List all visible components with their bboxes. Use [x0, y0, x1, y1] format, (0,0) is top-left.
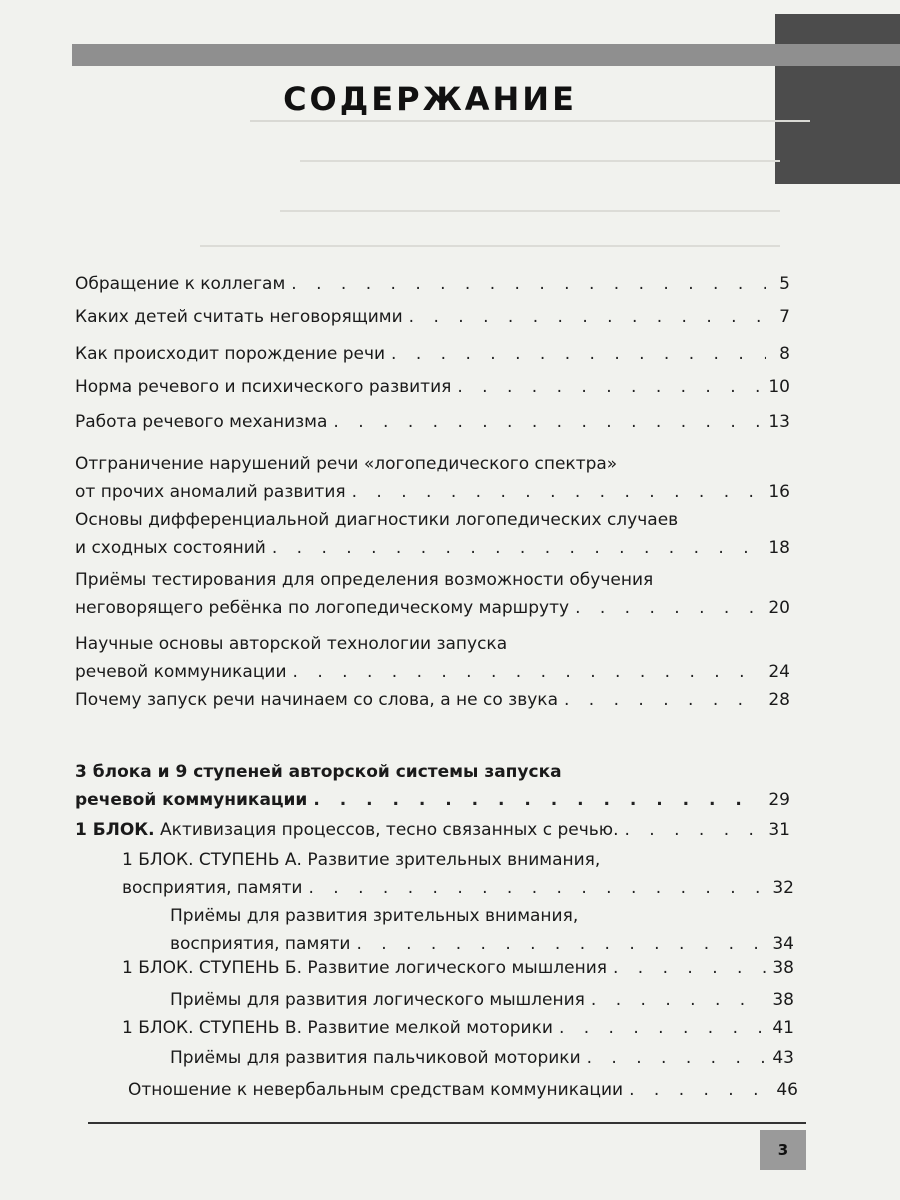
bleed-through-texture — [280, 210, 780, 228]
toc-page-number: 16 — [768, 482, 790, 502]
toc-entry[interactable] — [170, 902, 794, 958]
toc-entry[interactable] — [75, 816, 790, 844]
toc-entry[interactable] — [75, 303, 790, 331]
leader-dots — [457, 373, 762, 401]
leader-dots — [625, 816, 763, 844]
toc-entry[interactable] — [75, 270, 790, 298]
toc-page-number: 18 — [768, 538, 790, 558]
toc-entry-text: речевой коммуникации — [75, 790, 308, 810]
toc-entry-text: от прочих аномалий развития — [75, 482, 346, 502]
toc-entry-text: 1 БЛОК. Активизация процессов, тесно связанных с речью. — [75, 820, 619, 840]
toc-entry-text: 1 БЛОК. СТУПЕНЬ В. Развитие мелкой моторики — [122, 1018, 553, 1038]
toc-entry-text: Приёмы для развития логического мышления — [170, 990, 585, 1010]
leader-dots — [391, 340, 766, 368]
toc-entry-text: Отграничение нарушений речи «логопедического спектра» — [75, 454, 618, 474]
toc-page-number: 34 — [772, 934, 794, 954]
leader-dots — [591, 986, 766, 1014]
leader-dots — [575, 594, 762, 622]
toc-page-number: 29 — [768, 790, 790, 810]
toc-entry[interactable] — [122, 1014, 794, 1042]
toc-entry[interactable] — [75, 408, 790, 436]
leader-dots — [333, 408, 762, 436]
toc-entry-text: речевой коммуникации — [75, 662, 287, 682]
leader-dots — [613, 954, 766, 982]
toc-entry-text: Приёмы для развития пальчиковой моторики — [170, 1048, 581, 1068]
toc-entry-text: Приёмы для развития зрительных внимания, — [170, 906, 579, 926]
toc-entry[interactable] — [75, 340, 790, 368]
toc-entry-text: Отношение к невербальным средствам коммуникации — [128, 1080, 624, 1100]
page-title: СОДЕРЖАНИЕ — [283, 80, 577, 118]
toc-entry[interactable] — [75, 373, 790, 401]
leader-dots — [308, 874, 766, 902]
toc-entry-text: восприятия, памяти — [122, 878, 303, 898]
toc-entry[interactable] — [75, 450, 790, 506]
toc-entry[interactable] — [122, 846, 794, 902]
toc-entry-text: Как происходит порождение речи — [75, 344, 386, 364]
toc-page-number: 28 — [768, 690, 790, 710]
toc-entry-text: 1 БЛОК. СТУПЕНЬ Б. Развитие логического мышления — [122, 958, 607, 978]
toc-page-number: 38 — [772, 990, 794, 1010]
leader-dots — [293, 658, 763, 686]
bleed-through-texture — [200, 245, 780, 263]
toc-entry-text: неговорящего ребёнка по логопедическому маршруту — [75, 598, 570, 618]
header-band — [72, 44, 900, 66]
toc-entry-text: Обращение к коллегам — [75, 274, 286, 294]
toc-entry[interactable] — [75, 758, 790, 814]
leader-dots — [352, 478, 763, 506]
toc-entry-text: 3 блока и 9 ступеней авторской системы запуска — [75, 762, 562, 782]
toc-entry[interactable] — [75, 506, 790, 562]
toc-entry[interactable] — [75, 686, 790, 714]
toc-page-number: 13 — [768, 412, 790, 432]
toc-entry-text: восприятия, памяти — [170, 934, 351, 954]
toc-page-number: 10 — [768, 377, 790, 397]
toc-entry-text: Каких детей считать неговорящими — [75, 307, 403, 327]
toc-entry-text: 1 БЛОК. СТУПЕНЬ А. Развитие зрительных внимания, — [122, 850, 601, 870]
toc-entry[interactable] — [170, 986, 794, 1014]
leader-dots — [629, 1076, 770, 1104]
toc-entry[interactable] — [170, 1044, 794, 1072]
toc-entry-text: Почему запуск речи начинаем со слова, а не со звука — [75, 690, 558, 710]
toc-page-number: 8 — [779, 344, 790, 364]
leader-dots — [272, 534, 763, 562]
toc-entry-text: Основы дифференциальной диагностики логопедических случаев — [75, 510, 679, 530]
page-number: 3 — [760, 1130, 806, 1170]
toc-page-number: 24 — [768, 662, 790, 682]
toc-entry[interactable] — [75, 566, 790, 622]
toc-entry-text: Работа речевого механизма — [75, 412, 328, 432]
toc-entry-text: и сходных состояний — [75, 538, 266, 558]
toc-page-number: 32 — [772, 878, 794, 898]
toc-entry-text: Норма речевого и психического развития — [75, 377, 452, 397]
leader-dots — [559, 1014, 766, 1042]
bleed-through-texture — [300, 160, 780, 178]
toc-page-number: 7 — [779, 307, 790, 327]
leader-dots — [313, 786, 762, 814]
toc-entry-text: Научные основы авторской технологии запуска — [75, 634, 508, 654]
toc-page-number: 41 — [772, 1018, 794, 1038]
toc-page-number: 5 — [779, 274, 790, 294]
leader-dots — [564, 686, 762, 714]
bottom-divider — [88, 1122, 806, 1124]
toc-entry[interactable] — [122, 954, 794, 982]
bleed-through-texture — [250, 120, 810, 142]
toc-entry-lead: 1 БЛОК. — [75, 820, 155, 840]
leader-dots — [587, 1044, 767, 1072]
toc-page-number: 43 — [772, 1048, 794, 1068]
leader-dots — [291, 270, 766, 298]
toc-page-number: 31 — [768, 820, 790, 840]
leader-dots — [409, 303, 766, 331]
toc-entry[interactable] — [128, 1076, 798, 1104]
toc-entry-text: Приёмы тестирования для определения возможности обучения — [75, 570, 654, 590]
toc-page-number: 46 — [776, 1080, 798, 1100]
toc-page-number: 38 — [772, 958, 794, 978]
toc-page-number: 20 — [768, 598, 790, 618]
toc-entry[interactable] — [75, 630, 790, 686]
